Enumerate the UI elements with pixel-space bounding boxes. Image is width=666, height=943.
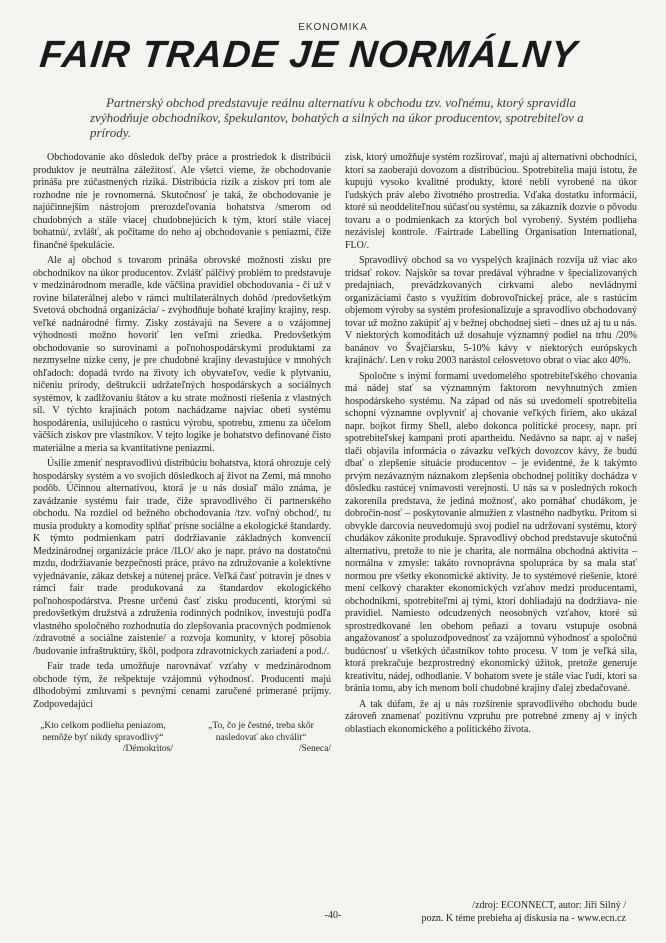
quote xyxy=(33,721,173,756)
body-paragraph: Spoločne s inými formami uvedomelého spotrebiteľského chovania má nádej stať sa významným faktorom nevyhnutných zmien hospodárskeho systému. Na západ od nás sú uvedomelí spotrebitelia schopní významne ovplyvniť aj chovanie veľkých firiem, ako ukázal napr. bojkot firmy Shell, alebo dokonca politické procesy, napr. pri spotrebiteľskej kampani proti apartheidu. Nedávno sa napr. aj v našej tlači objavila informácia o závazku veľkých dovozcov kávy, že budú dbať o zlepšenie situácie producentov – je evidentné, že k takýmto prvým nezávazným náznakom zlepšenia obchodnej politiky dochádza v dôsledku rastúcej vnímavosti verejnosti. U nás sa v posledných rokoch zakorenila predstava, že jediná možnosť, ako pomáhať chudákom, je dobročin-nosť – poskytovanie almužien z vlastného nadbytku. Pritom si obvykle darcovia neuvedomujú svoj podiel na udržovaní systému, ktorý chudákov zákonite produkuje. Spravodlivý obchod predstavuje skutočnú alternatívu, pretože to nie je charita, ale normálna obchodná aktivita – normálna v zmysle: takáto rovnoprávna spolupráca by sa mala stať normou pre všetky ekonomické aktivity. Je to systémové riešenie, ktoré mení celkový charakter ekonomických vzťahov medzi producentami, obchodníkmi, spotrebiteľmi aj tými, ktorí dohliadajú na dodržiava- nie pravidiel. Namiesto odcudzených neosobných vzťahov, ktoré sú sprostredkované len obehom peňazí a tovaru vstupuje osobná angažovanosť a spoluzodpovednosť za vzájomnú výhodnosť a spoločnú budúcnosť u všetkých účastníkov tohto procesu. V tom je veľká sila, ktorá prekračuje bezprostredný ekonomický úžitok, pretože generuje kreativitu, nádej, odhodlanie. V bohatom svete je stále viac ľudí, ktorí sa bránia tomu, aby ich menom boli chudobné krajiny ďalej zbedačované. xyxy=(345,370,637,694)
section-label: EKONOMIKA xyxy=(298,22,368,33)
body-paragraph: Ale aj obchod s tovarom prináša obrovské možnosti zisku pre obchodníkov na úkor producentov. Zvlášť pálčivý problém to predstavuje v medzinárodnom meradle, kde väčšina pravidiel obchodovania - či už v rovine bilaterálnej alebo v rámci multilaterálnych dohôd /predovšetkým Svetová obchodná organizácia/ - zvýhodňuje bohaté krajiny krajiny, resp. veľké nadnárodné firmy. Zisky zostávajú na Severe a o vzájomnej výhodnosti možno hovoriť len veľmi zriedka. Predovšetkým obchodovanie so surovinami a poľnohospodárskymi produktami za nezmyselne nízke ceny, je pre chudobné krajiny devastujúce v mnohých ohľadoch: dopadá tvrdo na životy ich obyvateľov, vedie k plytvaniu, ničeniu prírody, deštrukcii udržateľných hospodárskych a sociálnych systémov, k zadlžovaniu štátov a ku strate možnosti riešenia z vlastných síl. V týchto krajinách potom nachádzame najviac obetí systému hospodárenia, usilujúceho o rastúcu výrobu, spotrebu, zmenu za účelom väčších ziskov pre vlastníkov. V tejto logike je bohatstvo definované čisto materiálne a meria sa kvantitatívne peniazmi. xyxy=(33,255,331,454)
discussion-note: pozn. K téme prebieha aj diskusia na - www.ecn.cz xyxy=(421,913,626,924)
quote-author: /Seneca/ xyxy=(298,744,331,754)
quote xyxy=(191,721,331,756)
body-paragraph: Fair trade teda umožňuje narovnávať vzťahy v medzinárodnom obchode tým, že rešpektuje vzájomnú výhodnosť. Producenti majú dlhodobými zmluvami s pevnými cenami zaručené primerané príjmy. Zodpovedajúci xyxy=(33,661,331,710)
body-paragraph: Obchodovanie ako dôsledok deľby práce a prostriedok k distribúcii produktov je neutrálna záležitosť. Ale všetci vieme, že obchodovanie prináša pre zúčastnených riziká. Distribúcia rizík a ziskov pri tom ale rozhodne nie je rovnomerná. Skutočnosť je taká, že obchodovanie je najúčinnejším nástrojom prerozdeľovania bohatstva /smerom od chudobných a stále viacej chudobnejúcich k tým, ktorí stále viacej bohatnú/, zvlášť, ak počítame do neho aj obchodovanie s peniazmi, čiže finančné špekulácie. xyxy=(33,152,331,251)
right-column xyxy=(345,152,637,739)
quotes-block xyxy=(33,721,331,756)
lead-paragraph: Partnerský obchod predstavuje reálnu alternatívu k obchodu tzv. voľnému, ktorý spravidla zvýhodňuje obchodníkov, špekulantov, bohatých a silných na úkor producentov, spotrebiteľov a prírody. xyxy=(90,95,584,140)
body-paragraph: Úsilie zmeniť nespravodlivú distribúciu bohatstva, ktorá ohrozuje celý hospodársky systém a vo svojich dôsledkoch aj život na Zemi, má mnoho podôb. Účinnou alternatívou, ktorá je u nás dosiaľ málo známa, je zavádzanie systému fair trade, čiže spravodlivého či partnerského obchodu. Na rozdiel od bežného obchodovania /tzv. voľný obchod/, tu musia produkty a komodity splňať prísne sociálne a ekologické štandardy. K týmto podmienkam patrí dodržiavanie základných konvencií Medzinárodnej organizácie práce /ILO/ ako je napr. právo na dostatočnú mzdu, dodržiavanie bezpečnosti práce, právo na združovanie a kolektívne vyjednávanie, zákaz detskej a nútenej práce. Veľká časť potravín je dnes v rámci fair trade produkovaná za štandardov ekologického poľnohospodárstva. Presne určenú časť zisku producenti, ktorými sú predovšetkým družstvá a združenia rodinných podnikov, investujú podľa vlastného spoločného rozhodnutia do zlepšovania pracovných podmienok /zdravotné a sociálne zaistenie/ a rozvoja komunity, v ktorej pôsobia /budovanie infraštruktúry, škôl, podpora zdravotníckych zariadení a pod./. xyxy=(33,458,331,657)
article-title: FAIR TRADE JE NORMÁLNY xyxy=(37,34,580,76)
page-number: -40- xyxy=(324,910,342,921)
quote-author: /Démokritos/ xyxy=(122,744,173,754)
body-paragraph: zisk, ktorý umožňuje systém rozširovať, majú aj alternatívni obchodníci, ktorí sa zaoberajú dovozom a distribúciou. Spotrebitelia majú istotu, že kupujú vysoko kvalitné produkty, ktoré nebli vyrobené na úkor ľudských práv alebo životného prostredia. Vďaka dostatku informácií, ktoré sú neoddeliteľnou súčasťou systému, sa zákazník dozvie o pôvodu tovaru a o podmienkach za ktorých bol vyrobený. Systém podlieha nezávislej kontrole. /Fairtrade Labelling Organisation International, FLO/. xyxy=(345,152,637,251)
left-column xyxy=(33,152,331,756)
quote-text: „To, čo je čestné, treba skôr nasledovať ako chválit“ xyxy=(208,721,314,743)
source-line: /zdroj: ECONNECT, autor: Jiří Silný / xyxy=(472,900,626,911)
body-paragraph: A tak dúfam, že aj u nás rozšírenie spravodlivého obchodu bude zároveň znamenať pozitívnu vzpruhu pre potrebné zmeny aj v iných oblastiach ekonomického a politického života. xyxy=(345,698,637,735)
quote-text: „Kto celkom podlieha peniazom, nemôže byť nikdy spravodlivý“ xyxy=(40,721,166,743)
body-paragraph: Spravodlivý obchod sa vo vyspelých krajinách rozvíja už viac ako tridsať rokov. Najskôr sa tovar predával výhradne v špecializovaných predajniach, prevádzkovaných cirkvami alebo nevládnymi organizáciami často s využitím dobrovoľníckej práce, ale s rastúcim objemom výroby sa systém profesionalizuje a spravodlivo obchodovaný tovar už možno zakúpiť aj v bežnej obchodnej sieti – dnes už aj tu u nás. V niektorých komoditách už dosahuje významný podiel na trhu /20% banánov vo Švajčiarsku, 5-10% kávy v niektorých európskych krajinách/. Len v roku 2003 narástol celosvetovo obrat o viac ako 40%. xyxy=(345,255,637,366)
